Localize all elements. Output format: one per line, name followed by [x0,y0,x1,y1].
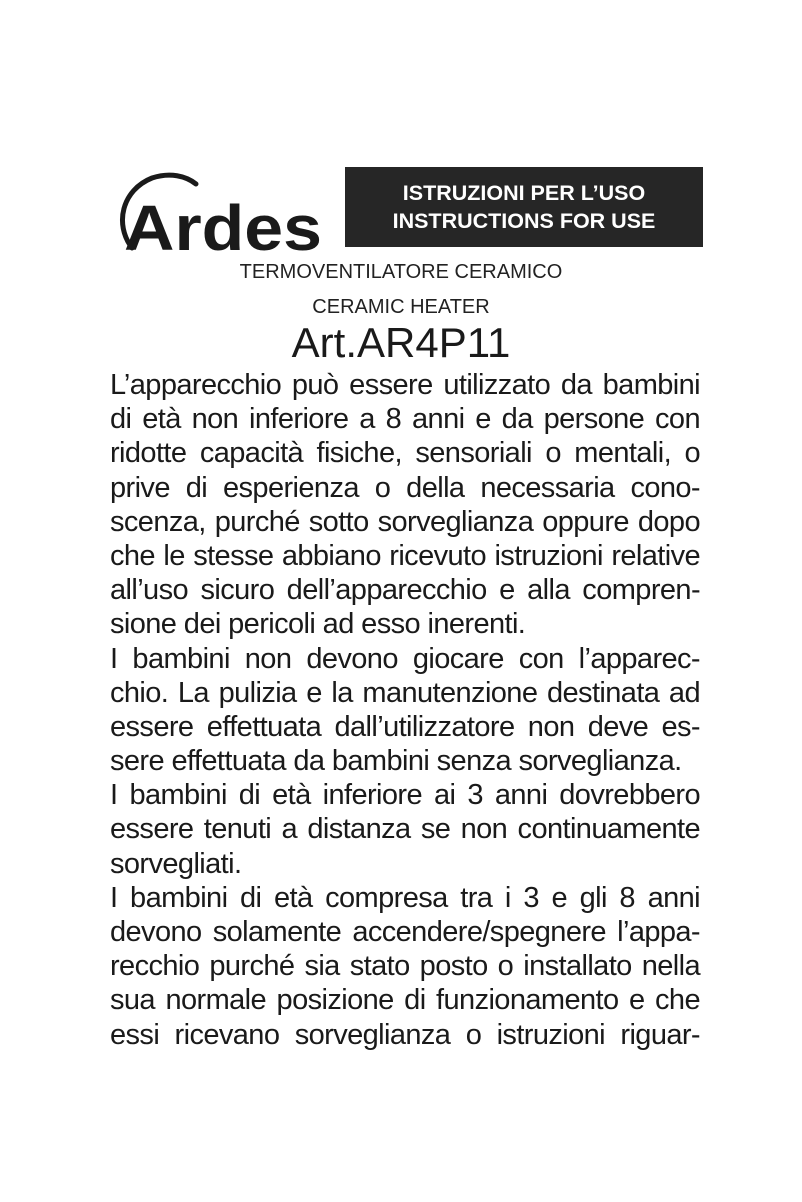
text-line: sere effettuata da bambini senza sorveglianza. [110,745,682,778]
text-line: devono solamente accendere/spegnere l’appa- [110,916,700,948]
product-name-italian: TERMOVENTILATORE CERAMICO [239,261,563,283]
text-line: sorvegliati. [110,847,242,880]
ardes-logo-graphic [112,168,327,264]
ardes-logo [112,168,327,264]
text-line: I bambini di età inferiore ai 3 anni dovrebbero [110,779,700,812]
text-line: sione dei pericoli ad esso inerenti. [110,608,526,641]
product-name-english: CERAMIC HEATER [312,296,490,318]
text-line: scenza, purché sotto sorveglianza oppure dopo [110,505,700,538]
text-line: essere tenuti a distanza se non continuamente [110,813,700,846]
logo-wordmark: Ardes [124,192,322,264]
text-line: chio. La pulizia e la manutenzione destinata ad [110,676,700,709]
text-line: essere effettuata dall’utilizzatore non deve es- [110,710,700,743]
text-line: sua normale posizione di funzionamento e che [110,984,700,1017]
text-line: essi ricevano sorveglianza o istruzioni riguar- [110,1018,700,1051]
safety-warning-text [110,368,700,1052]
text-line: ridotte capacità fisiche, sensoriali o mentali, o [110,437,700,470]
text-line: prive di esperienza o della necessaria cono- [110,471,700,504]
text-line: all’uso sicuro dell’apparecchio e alla compren- [110,574,700,607]
instructions-banner [345,167,703,247]
text-line: di età non inferiore a 8 anni e da persone con [110,403,700,436]
text-line: I bambini di età compresa tra i 3 e gli 8 anni [110,881,700,914]
text-line: recchio purché sia stato posto o installato nella [110,950,700,983]
article-number: Art.AR4P11 [291,319,511,366]
text-line: I bambini non devono giocare con l’apparec- [110,642,700,675]
text-line: L’apparecchio può essere utilizzato da bambini [110,369,700,401]
banner-line-english: INSTRUCTIONS FOR USE [392,209,656,233]
banner-line-italian: ISTRUZIONI PER L’USO [402,181,646,205]
text-line: che le stesse abbiano ricevuto istruzioni relative [110,539,700,572]
